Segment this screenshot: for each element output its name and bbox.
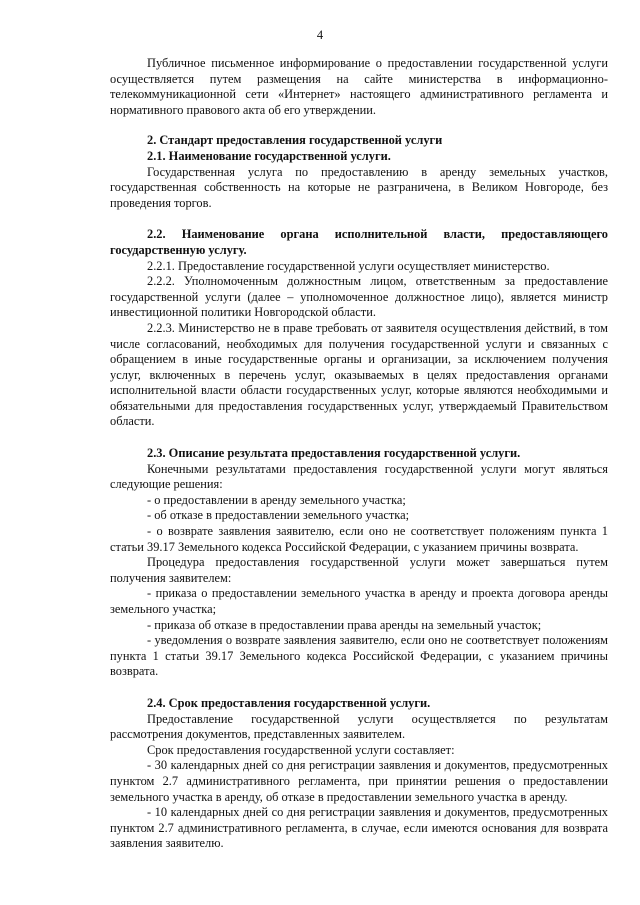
section-2-3-heading: 2.3. Описание результата предоставления государственной услуги. [147,446,521,461]
section-2-2-1: 2.2.1. Предоставление государственной услуги осуществляет министерство. [147,258,550,273]
section-2-2-2: 2.2.2. Уполномоченным должностным лицом, ответственным за предоставление государственной услуги (далее – уполномоченное должностное лицо), является министр инвестиционной политики Новгородской области. [110,274,608,320]
list-item: - об отказе в предоставлении земельного участка; [147,508,410,523]
list-item: - приказа об отказе в предоставлении права аренды на земельный участок; [147,617,542,632]
list-item: - о возврате заявления заявителю, если оно не соответствует положениям пункта 1 статьи 39.17 Земельного кодекса Российской Федерации, с указанием причины возврата. [110,524,608,554]
document-body [110,0,608,852]
list-item: - 10 календарных дней со дня регистрации заявления и документов, предусмотренных пунктом 2.7 административного регламента, в случае, если имеются основания для возврата заявления заявителю. [110,805,608,851]
section-2-4-p2: Срок предоставления государственной услуги составляет: [147,742,455,757]
intro-paragraph: Публичное письменное информирование о предоставлении государственной услуги осуществляется путем размещения на сайте министерства в информационно-телекоммуникационной сети «Интернет» настоящего административного регламента и нормативного правового акта об его утверждении. [110,56,608,117]
list-item: - 30 календарных дней со дня регистрации заявления и документов, предусмотренных пунктом 2.7 административного регламента, при принятии решения о предоставлении земельного участка в аренду, об отказе в предоставлении земельного участка в аренду. [110,758,608,804]
section-2-2-heading: 2.2. Наименование органа исполнительной власти, предоставляющего государственную услугу. [110,227,608,257]
section-2-heading: 2. Стандарт предоставления государственной услуги [147,133,443,148]
document-page [110,0,608,852]
list-item: - уведомления о возврате заявления заявителю, если оно не соответствует положениям пункта 1 статьи 39.17 Земельного кодекса Российской Федерации, с указанием причины возврата. [110,633,608,679]
section-2-3-intro: Конечными результатами предоставления государственной услуги могут являться следующие решения: [110,461,608,492]
page-number: 4 [316,28,324,42]
section-2-3-procedure: Процедура предоставления государственной услуги может завершаться путем получения заявителем: [110,555,608,585]
section-2-1-text: Государственная услуга по предоставлению в аренду земельных участков, государственная собственность на которые не разграничена, в Великом Новгороде, без проведения торгов. [110,164,608,210]
section-2-4-p1: Предоставление государственной услуги осуществляется по результатам рассмотрения документов, представленных заявителем. [110,711,608,742]
section-2-4-heading: 2.4. Срок предоставления государственной услуги. [147,695,431,710]
section-2-2-3: 2.2.3. Министерство не в праве требовать от заявителя осуществления действий, в том числе согласований, необходимых для получения государственной услуги и связанных с обращением в иные государственные органы и организации, за исключением получения услуг, включенных в перечень услуг, оказываемых в целях предоставления органами исполнительной власти области государственных услуг, которые являются необходимыми и обязательными для предоставления государственных услуг, утверждаемый Правительством области. [110,320,608,429]
section-2-1-heading: 2.1. Наименование государственной услуги. [147,148,391,163]
list-item: - приказа о предоставлении земельного участка в аренду и проекта договора аренды земельного участка; [110,586,608,616]
list-item: - о предоставлении в аренду земельного участка; [147,492,406,507]
